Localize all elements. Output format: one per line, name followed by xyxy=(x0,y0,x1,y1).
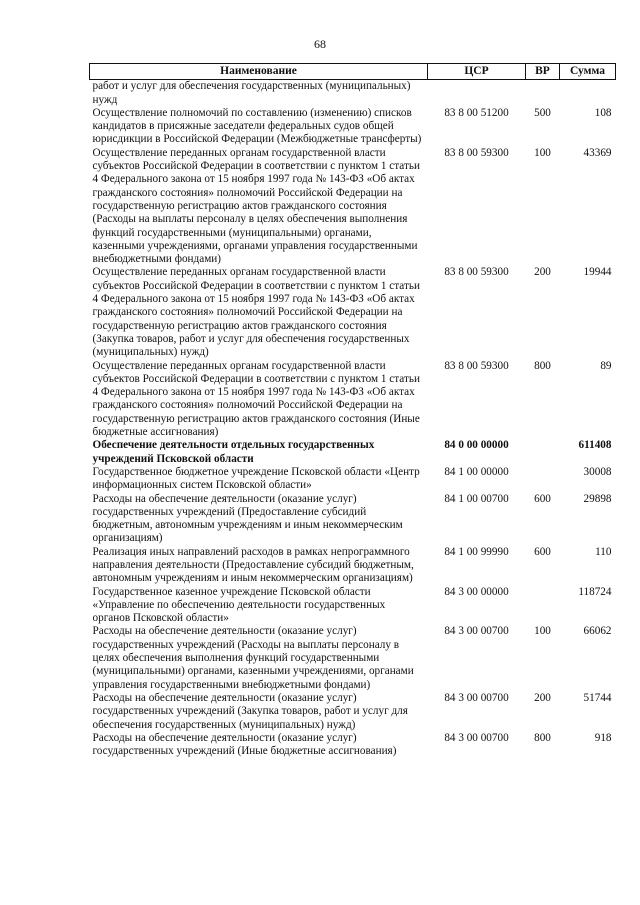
row-vr xyxy=(526,466,560,493)
table-header-row xyxy=(90,64,616,80)
row-vr xyxy=(526,80,560,107)
row-vr xyxy=(526,439,560,466)
table-row xyxy=(90,360,616,440)
row-csr: 83 8 00 59300 xyxy=(444,359,509,372)
row-sum xyxy=(560,80,616,107)
row-sum: 611408 xyxy=(578,439,612,452)
row-vr: 200 xyxy=(534,266,551,279)
table-row xyxy=(90,439,616,466)
row-csr: 84 1 00 00000 xyxy=(444,465,509,478)
row-csr: 84 1 00 00700 xyxy=(444,492,509,505)
table-row xyxy=(90,586,616,626)
row-csr: 83 8 00 51200 xyxy=(444,106,509,119)
row-csr: 83 8 00 59300 xyxy=(444,266,509,279)
row-vr: 600 xyxy=(534,545,551,558)
budget-table xyxy=(89,63,616,758)
row-vr: 100 xyxy=(534,146,551,159)
row-name: Расходы на обеспечение деятельности (оказание услуг) государственных учреждений (Иные бюджетные ассигнования) xyxy=(92,731,397,758)
row-sum: 51744 xyxy=(583,691,612,704)
row-sum: 108 xyxy=(594,106,612,119)
row-sum: 19944 xyxy=(583,266,612,279)
row-sum: 118724 xyxy=(578,585,612,598)
row-name: Осуществление переданных органам государственной власти субъектов Российской Федерации в соответствии с пунктом 1 статьи 4 Федерального закона от 15 ноября 1997 года № 143-ФЗ «Об актах гражданского состояния» полномочий Российской Федерации на государственную регистрацию актов гражданского состояния (Иные бюджетные ассигнования) xyxy=(92,359,420,439)
row-csr: 84 3 00 00000 xyxy=(444,585,509,598)
row-vr: 800 xyxy=(534,731,551,744)
row-vr: 500 xyxy=(534,106,551,119)
row-csr xyxy=(428,80,526,107)
row-csr: 84 1 00 99990 xyxy=(444,545,509,558)
row-sum: 66062 xyxy=(583,625,612,638)
row-name: Расходы на обеспечение деятельности (оказание услуг) государственных учреждений (Закупка товаров, работ и услуг для обеспечения государственных (муниципальных) нужд) xyxy=(92,691,408,731)
row-name: Расходы на обеспечение деятельности (оказание услуг) государственных учреждений (Расходы на выплаты персоналу в целях обеспечения выполнения функций государственными (муниципальными) органами, казенными учреждениями, органами управления государственными внебюджетными фондами) xyxy=(92,625,414,691)
row-csr: 83 8 00 59300 xyxy=(444,146,509,159)
row-csr: 84 3 00 00700 xyxy=(444,691,509,704)
table-row xyxy=(90,732,616,759)
row-vr xyxy=(526,586,560,626)
row-name: Осуществление полномочий по составлению (изменению) списков кандидатов в присяжные заседатели федеральных судов общей юрисдикции в Российской Федерации (Межбюджетные трансферты) xyxy=(92,106,422,146)
row-sum: 110 xyxy=(595,545,612,558)
row-vr: 600 xyxy=(534,492,551,505)
row-sum: 43369 xyxy=(583,146,612,159)
row-name: Реализация иных направлений расходов в рамках непрограммного направления деятельности (Предоставление субсидий бюджетным, автономным учреждениям и иным некоммерческим организациям) xyxy=(92,545,414,585)
row-name: работ и услуг для обеспечения государственных (муниципальных) нужд xyxy=(92,80,411,106)
row-csr: 84 3 00 00700 xyxy=(444,625,509,638)
row-name: Обеспечение деятельности отдельных государственных учреждений Псковской области xyxy=(92,439,375,465)
row-name: Государственное казенное учреждение Псковской области «Управление по обеспечению деятельности государственных органов Псковской области» xyxy=(92,585,386,625)
table-row xyxy=(90,625,616,691)
table-row xyxy=(90,692,616,732)
table-row xyxy=(90,266,616,359)
row-sum: 918 xyxy=(594,731,612,744)
header-sum: Сумма xyxy=(560,64,616,80)
row-csr: 84 3 00 00700 xyxy=(444,731,509,744)
header-csr: ЦСР xyxy=(428,64,526,80)
row-sum: 29898 xyxy=(583,492,612,505)
table-row xyxy=(90,493,616,546)
row-csr: 84 0 00 00000 xyxy=(444,439,509,452)
header-name: Наименование xyxy=(90,64,428,80)
row-sum: 89 xyxy=(600,359,612,372)
row-vr: 200 xyxy=(534,691,551,704)
table-row xyxy=(90,466,616,493)
table-row xyxy=(90,147,616,267)
table-row xyxy=(90,107,616,147)
row-name: Государственное бюджетное учреждение Псковской области «Центр информационных систем Псковской области» xyxy=(92,465,420,492)
row-name: Осуществление переданных органам государственной власти субъектов Российской Федерации в соответствии с пунктом 1 статьи 4 Федерального закона от 15 ноября 1997 года № 143-ФЗ «Об актах гражданского состояния» полномочий Российской Федерации на государственную регистрацию актов гражданского состояния (Расходы на выплаты персоналу в целях обеспечения выполнения функций государственными (муниципальными) органами, казенными учреждениями, органами управления государственными внебюджетными фондами) xyxy=(92,146,420,266)
row-vr: 800 xyxy=(534,359,551,372)
table-row xyxy=(90,546,616,586)
row-name: Осуществление переданных органам государственной власти субъектов Российской Федерации в соответствии с пунктом 1 статьи 4 Федерального закона от 15 ноября 1997 года № 143-ФЗ «Об актах гражданского состояния» полномочий Российской Федерации на государственную регистрацию актов гражданского состояния (Закупка товаров, работ и услуг для обеспечения государственных (муниципальных) нужд) xyxy=(92,266,420,359)
table-row xyxy=(90,80,616,107)
page-number: 68 xyxy=(314,37,326,51)
header-vr: ВР xyxy=(526,64,560,80)
row-name: Расходы на обеспечение деятельности (оказание услуг) государственных учреждений (Предоставление субсидий бюджетным, автономным учреждениям и иным некоммерческим организациям) xyxy=(92,492,403,545)
table-body xyxy=(90,80,616,759)
row-sum: 30008 xyxy=(583,465,612,478)
row-vr: 100 xyxy=(534,625,551,638)
